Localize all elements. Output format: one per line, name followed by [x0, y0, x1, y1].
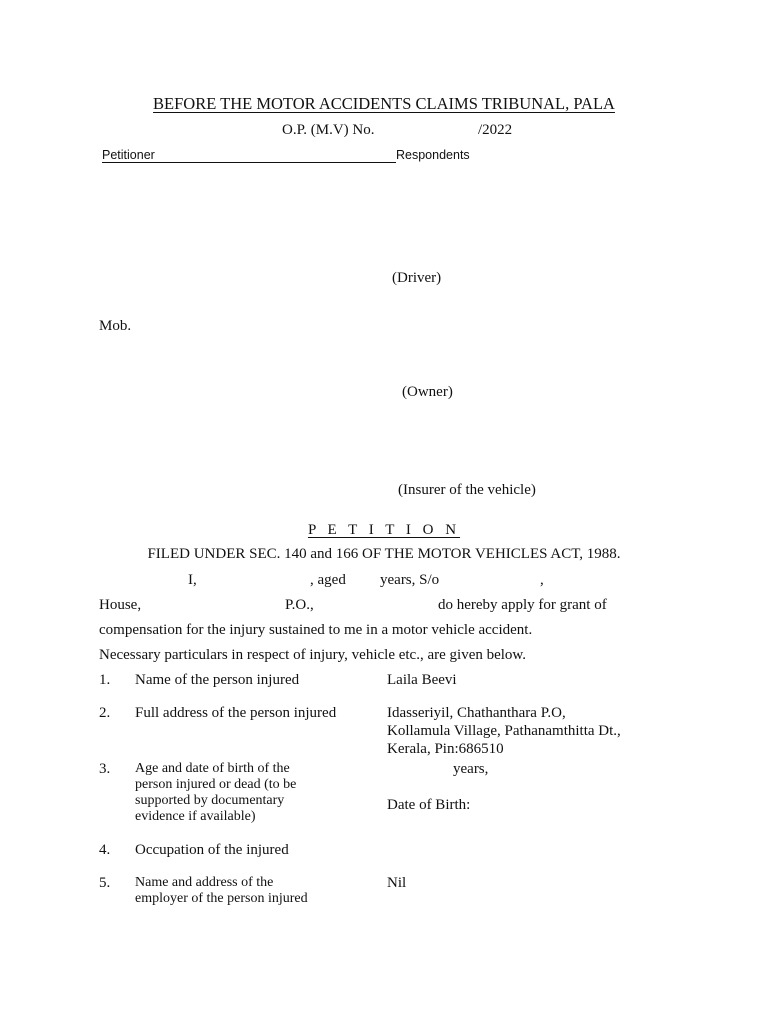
item-number: 1. — [99, 672, 111, 688]
item-value-address-line: Idasseriyil, Chathanthara P.O, — [387, 705, 566, 721]
item-number: 3. — [99, 761, 111, 777]
owner-label: (Owner) — [402, 384, 453, 400]
petitioner-underline — [102, 162, 396, 163]
op-year: /2022 — [478, 122, 513, 138]
intro-line-particulars: Necessary particulars in respect of injury, vehicle etc., are given below. — [99, 647, 527, 663]
item-value-address-line: Kerala, Pin:686510 — [387, 741, 504, 757]
mobile-label: Mob. — [99, 318, 132, 334]
item-label-age-line: Age and date of birth of the — [135, 761, 290, 776]
item-number: 2. — [99, 705, 111, 721]
petitioner-label: Petitioner — [102, 148, 155, 162]
item-label-employer-line: employer of the person injured — [135, 891, 308, 906]
intro-apply: do hereby apply for grant of — [438, 597, 607, 613]
filed-under-text: FILED UNDER SEC. 140 and 166 OF THE MOTOR VEHICLES ACT, 1988. — [147, 546, 621, 562]
intro-po: P.O., — [285, 597, 314, 613]
driver-label: (Driver) — [392, 270, 442, 286]
intro-years-so: years, S/o — [380, 572, 440, 588]
tribunal-title: BEFORE THE MOTOR ACCIDENTS CLAIMS TRIBUNAL, PALA — [153, 94, 615, 113]
intro-comma: , — [540, 572, 544, 588]
intro-line-compensation: compensation for the injury sustained to me in a motor vehicle accident. — [99, 622, 533, 638]
insurer-label: (Insurer of the vehicle) — [398, 482, 536, 498]
item-value-years: years, — [453, 761, 489, 777]
item-label-occupation: Occupation of the injured — [135, 842, 289, 858]
item-label-age-line: supported by documentary — [135, 793, 285, 808]
item-label-employer-line: Name and address of the — [135, 875, 274, 890]
item-value-name: Laila Beevi — [387, 672, 457, 688]
item-label-age-line: evidence if available) — [135, 809, 256, 824]
item-number: 4. — [99, 842, 111, 858]
respondents-label: Respondents — [396, 148, 470, 162]
item-value-dob: Date of Birth: — [387, 797, 471, 813]
item-label-name: Name of the person injured — [135, 672, 300, 688]
item-value-address-line: Kollamula Village, Pathanamthitta Dt., — [387, 723, 621, 739]
item-label-address: Full address of the person injured — [135, 705, 337, 721]
item-number: 5. — [99, 875, 111, 891]
item-value-employer: Nil — [387, 875, 407, 891]
intro-i: I, — [188, 572, 197, 588]
intro-aged: , aged — [310, 572, 346, 588]
petition-heading: P E T I T I O N — [307, 522, 461, 538]
intro-house: House, — [99, 597, 142, 613]
op-number-label: O.P. (M.V) No. — [282, 122, 375, 138]
item-label-age-line: person injured or dead (to be — [135, 777, 297, 792]
